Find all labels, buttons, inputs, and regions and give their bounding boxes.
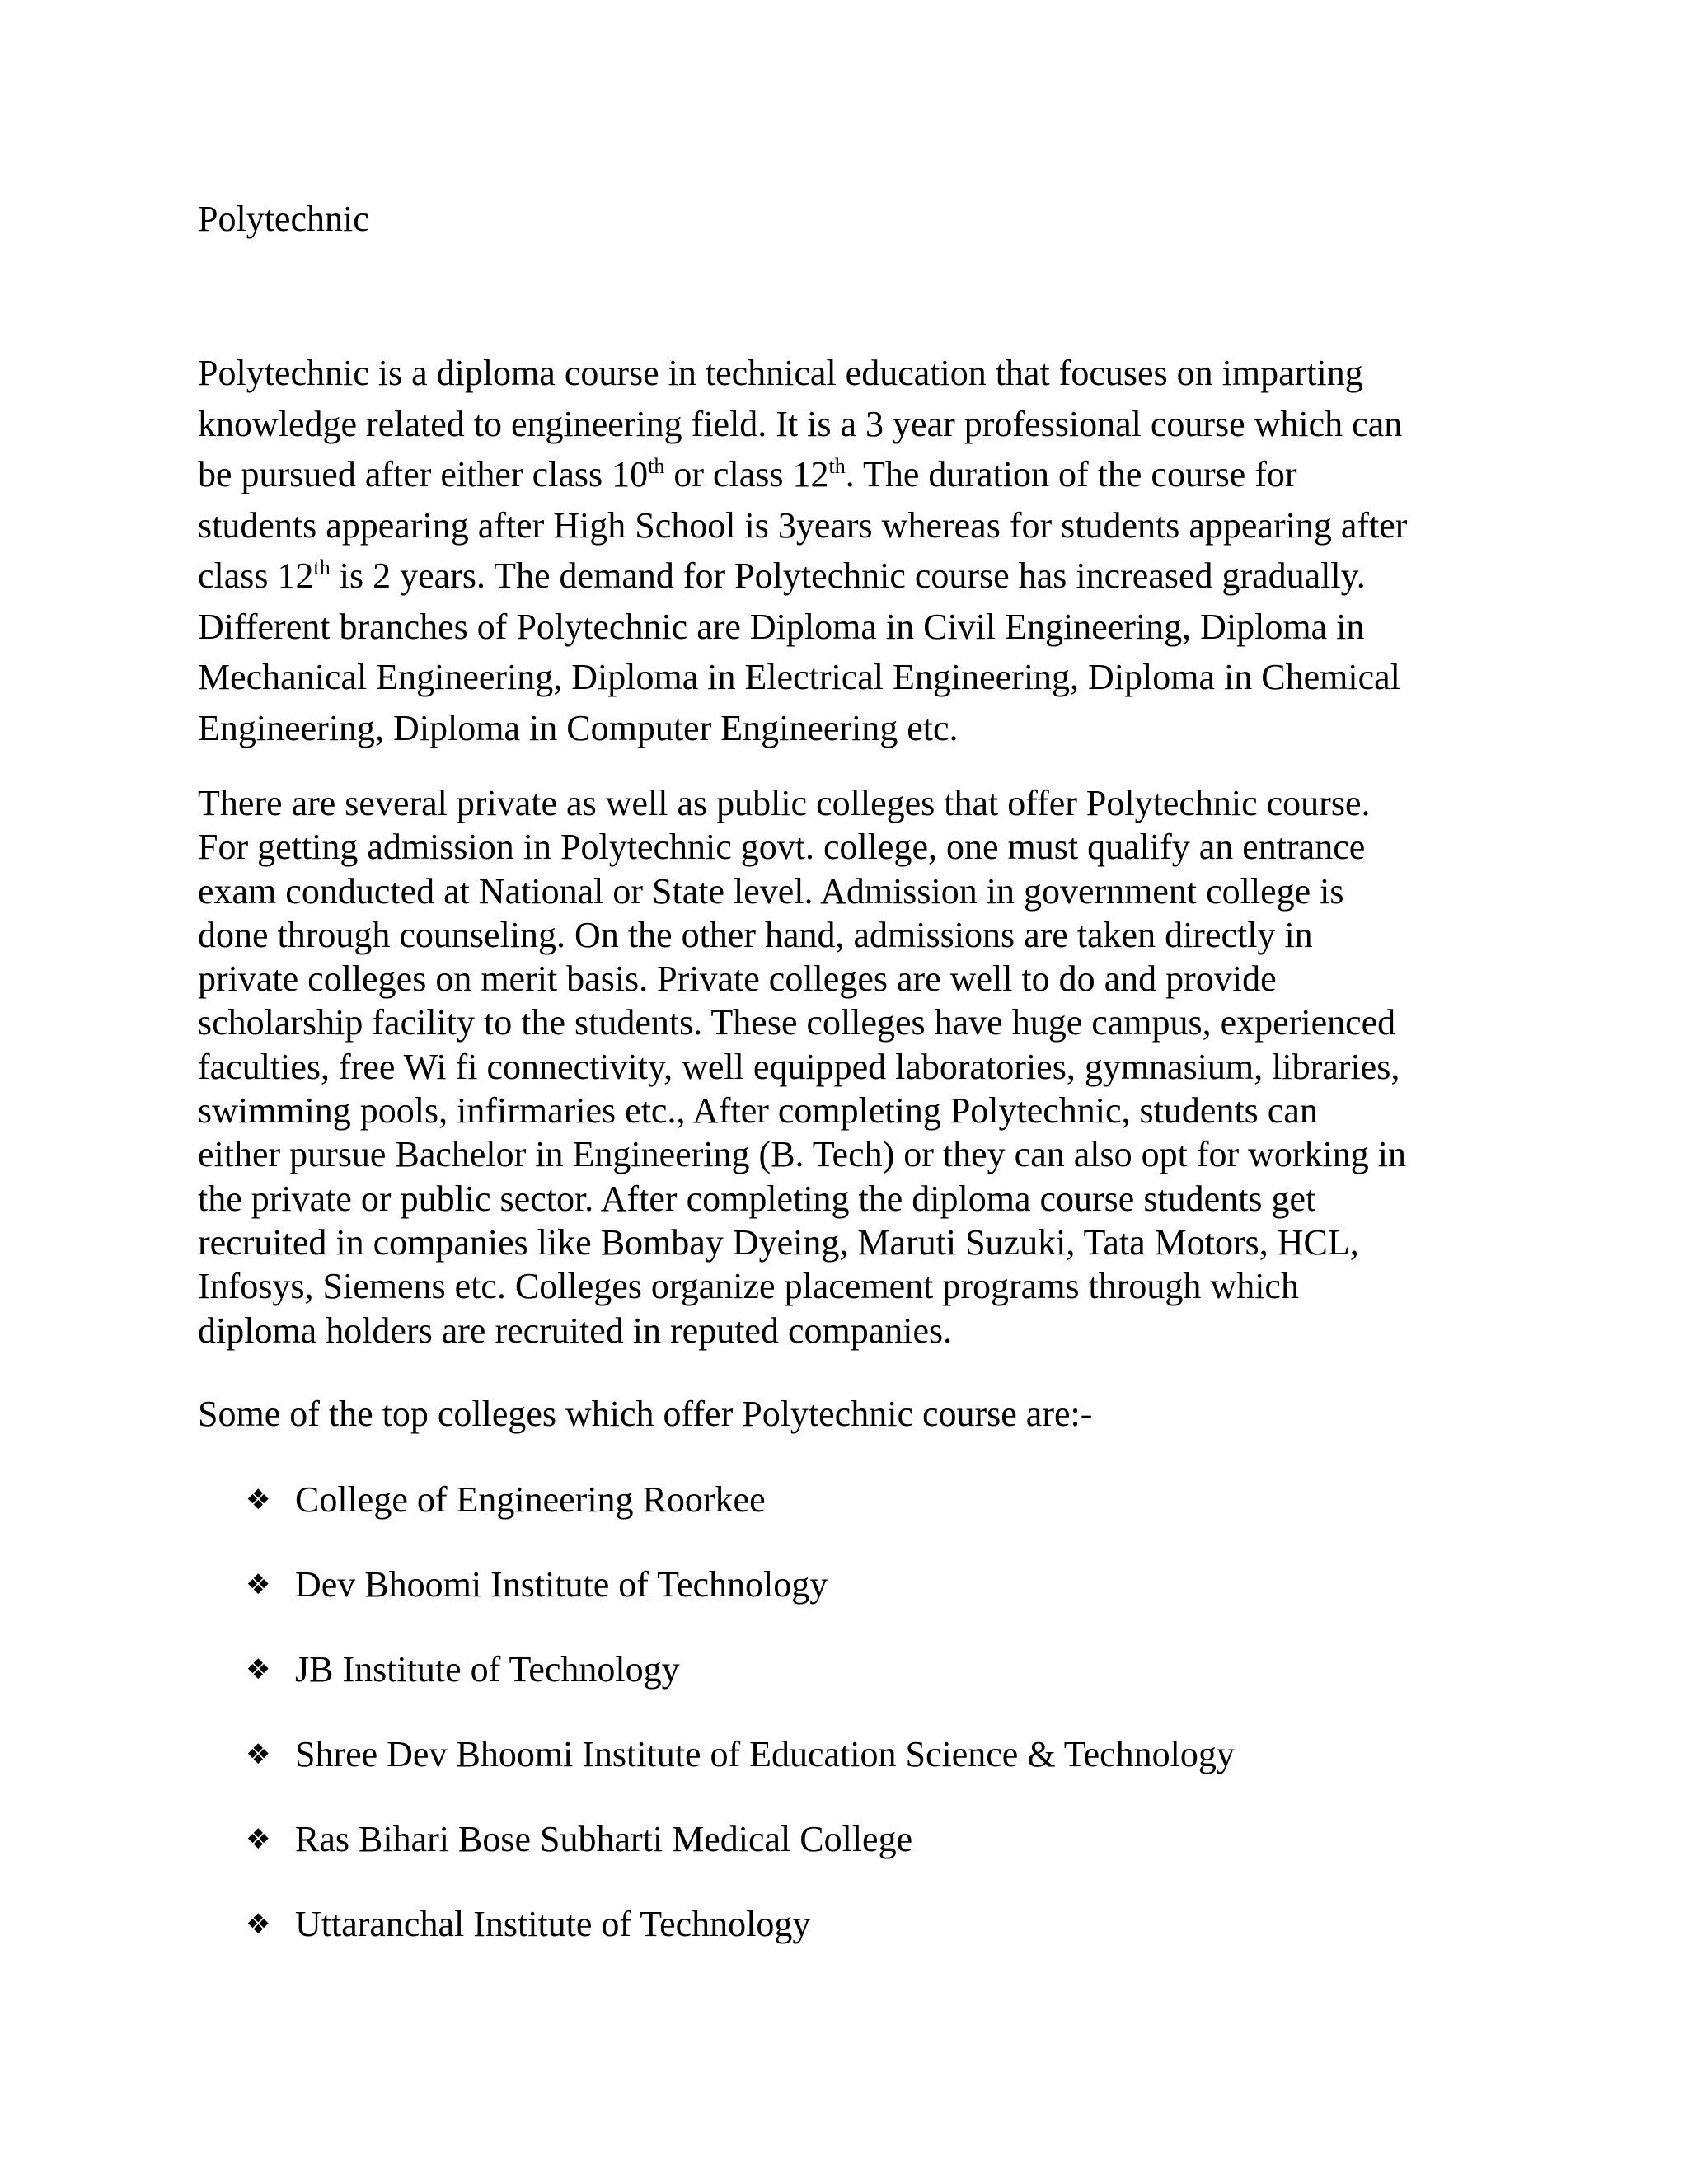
diamond-bullet-icon: ❖ xyxy=(246,1483,271,1516)
text-run: or class 12 xyxy=(664,454,829,494)
paragraph-line: private colleges on merit basis. Private colleges are well to do and provide xyxy=(198,958,1277,1000)
list-item xyxy=(246,1730,1235,1815)
superscript: th xyxy=(648,454,665,478)
college-name: College of Engineering Roorkee xyxy=(295,1479,766,1520)
college-name: JB Institute of Technology xyxy=(295,1649,680,1690)
paragraph-line: diploma holders are recruited in reputed companies. xyxy=(198,1310,953,1351)
paragraph-line: Polytechnic is a diploma course in technical education that focuses on imparting xyxy=(198,353,1363,393)
superscript: th xyxy=(313,555,331,579)
text-run: . The duration of the course for xyxy=(845,454,1297,494)
paragraph-line xyxy=(198,551,1517,602)
text-run: is 2 years. The demand for Polytechnic course has increased gradually. xyxy=(330,555,1366,596)
paragraph-admissions xyxy=(198,781,1517,1352)
list-item xyxy=(246,1475,1235,1560)
list-item xyxy=(246,1815,1235,1900)
diamond-bullet-icon: ❖ xyxy=(246,1823,271,1856)
document-title: Polytechnic xyxy=(198,199,369,239)
paragraph-line: done through counseling. On the other hand, admissions are taken directly in xyxy=(198,914,1313,955)
paragraph-line: For getting admission in Polytechnic govt. college, one must qualify an entrance xyxy=(198,827,1366,868)
paragraph-intro xyxy=(198,348,1517,753)
paragraph-line: Engineering, Diploma in Computer Engineering etc. xyxy=(198,707,959,748)
paragraph-line: recruited in companies like Bombay Dyeing, Maruti Suzuki, Tata Motors, HCL, xyxy=(198,1221,1359,1263)
paragraph-line: faculties, free Wi fi connectivity, well equipped laboratories, gymnasium, libraries, xyxy=(198,1046,1400,1087)
paragraph-line xyxy=(198,449,1517,500)
list-item xyxy=(246,1645,1235,1730)
college-list-intro: Some of the top colleges which offer Polytechnic course are:- xyxy=(198,1394,1093,1434)
list-item xyxy=(246,1560,1235,1645)
paragraph-line: Mechanical Engineering, Diploma in Electrical Engineering, Diploma in Chemical xyxy=(198,657,1400,697)
paragraph-line: scholarship facility to the students. These colleges have huge campus, experienced xyxy=(198,1002,1396,1043)
college-name: Dev Bhoomi Institute of Technology xyxy=(295,1564,828,1605)
text-run: be pursued after either class 10 xyxy=(198,454,649,494)
diamond-bullet-icon: ❖ xyxy=(246,1908,271,1941)
diamond-bullet-icon: ❖ xyxy=(246,1738,271,1771)
diamond-bullet-icon: ❖ xyxy=(246,1568,271,1601)
paragraph-line: exam conducted at National or State level. Admission in government college is xyxy=(198,870,1344,912)
paragraph-line: swimming pools, infirmaries etc., After completing Polytechnic, students can xyxy=(198,1090,1318,1132)
college-name: Ras Bihari Bose Subharti Medical College xyxy=(295,1819,913,1859)
paragraph-line: either pursue Bachelor in Engineering (B. Tech) or they can also opt for working in xyxy=(198,1134,1407,1175)
diamond-bullet-icon: ❖ xyxy=(246,1653,271,1686)
college-list xyxy=(246,1475,1235,1985)
paragraph-line: students appearing after High School is 3years whereas for students appearing after xyxy=(198,504,1408,546)
paragraph-line: the private or public sector. After completing the diploma course students get xyxy=(198,1178,1316,1219)
paragraph-line: knowledge related to engineering field. It is a 3 year professional course which can xyxy=(198,403,1403,444)
college-name: Uttaranchal Institute of Technology xyxy=(295,1904,811,1944)
paragraph-line: There are several private as well as public colleges that offer Polytechnic course. xyxy=(198,783,1371,823)
paragraph-line: Infosys, Siemens etc. Colleges organize placement programs through which xyxy=(198,1266,1299,1307)
superscript: th xyxy=(828,454,846,478)
text-run: class 12 xyxy=(198,555,314,596)
college-name: Shree Dev Bhoomi Institute of Education Science & Technology xyxy=(295,1734,1235,1774)
paragraph-line: Different branches of Polytechnic are Diploma in Civil Engineering, Diploma in xyxy=(198,606,1365,647)
list-item xyxy=(246,1900,1235,1985)
